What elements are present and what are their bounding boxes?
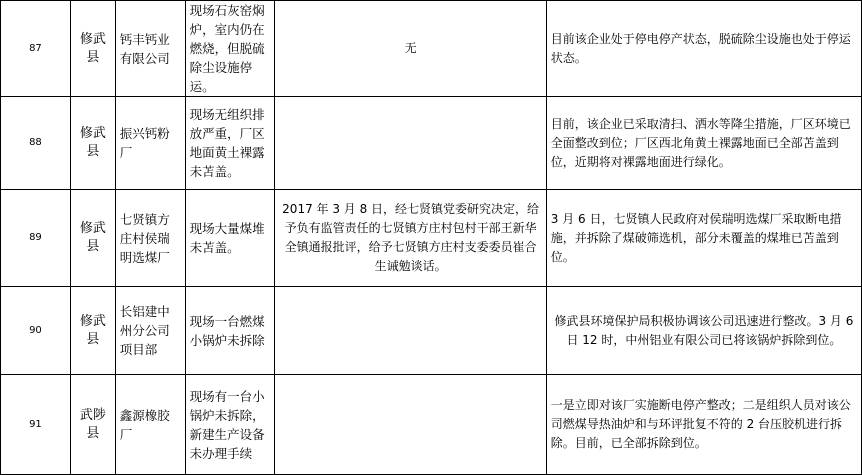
county-cell: 修武县 — [70, 287, 115, 375]
result-cell: 一是立即对该厂实施断电停产整改；二是组织人员对该公司燃煤导热油炉和与环评批复不符的 2 台压胶机进行拆除。目前，已全部拆除到位。 — [546, 375, 861, 475]
county-cell: 修武县 — [70, 190, 115, 287]
problem-cell: 现场有一台小锅炉未拆除，新建生产设备未办理手续 — [185, 375, 275, 475]
table-row — [1, 190, 862, 287]
problem-cell: 现场大量煤堆未苫盖。 — [185, 190, 275, 287]
result-cell: 目前该企业处于停电停产状态，脱硫除尘设施也处于停运状态。 — [546, 1, 861, 97]
action-cell: 2017 年 3 月 8 日，经七贤镇党委研究决定，给予负有监管责任的七贤镇方庄村包村干部王新华全镇通报批评，给予七贤镇方庄村支委委员崔合生诫勉谈话。 — [275, 190, 546, 287]
county-cell: 武陟县 — [70, 375, 115, 475]
action-cell: 无 — [275, 1, 546, 97]
table-row — [1, 375, 862, 475]
action-cell — [275, 375, 546, 475]
problem-cell: 现场无组织排放严重，厂区地面黄土裸露未苫盖。 — [185, 97, 275, 190]
company-cell: 七贤镇方庄村侯瑞明选煤厂 — [115, 190, 185, 287]
problem-cell: 现场石灰窑焖炉，室内仍在燃烧，但脱硫除尘设施停运。 — [185, 1, 275, 97]
action-cell — [275, 287, 546, 375]
company-cell: 振兴钙粉厂 — [115, 97, 185, 190]
table-row — [1, 1, 862, 97]
row-number: 88 — [1, 97, 71, 190]
row-number: 91 — [1, 375, 71, 475]
county-cell: 修武县 — [70, 97, 115, 190]
result-cell: 目前，该企业已采取清扫、洒水等降尘措施，厂区环境已全面整改到位；厂区西北角黄土裸露地面已全部苫盖到位，近期将对裸露地面进行绿化。 — [546, 97, 861, 190]
table-row — [1, 287, 862, 375]
row-number: 90 — [1, 287, 71, 375]
company-cell: 钙丰钙业有限公司 — [115, 1, 185, 97]
company-cell: 长铝建中州分公司项目部 — [115, 287, 185, 375]
action-cell — [275, 97, 546, 190]
row-number: 87 — [1, 1, 71, 97]
result-cell: 3 月 6 日，七贤镇人民政府对侯瑞明选煤厂采取断电措施，并拆除了煤破筛选机，部分未覆盖的煤堆已苫盖到位。 — [546, 190, 861, 287]
table-row — [1, 97, 862, 190]
row-number: 89 — [1, 190, 71, 287]
problem-cell: 现场一台燃煤小锅炉未拆除 — [185, 287, 275, 375]
county-cell: 修武县 — [70, 1, 115, 97]
company-cell: 鑫源橡胶厂 — [115, 375, 185, 475]
result-cell: 修武县环境保护局积极协调该公司迅速进行整改。3 月 6 日 12 时，中州铝业有限公司已将该锅炉拆除到位。 — [546, 287, 861, 375]
